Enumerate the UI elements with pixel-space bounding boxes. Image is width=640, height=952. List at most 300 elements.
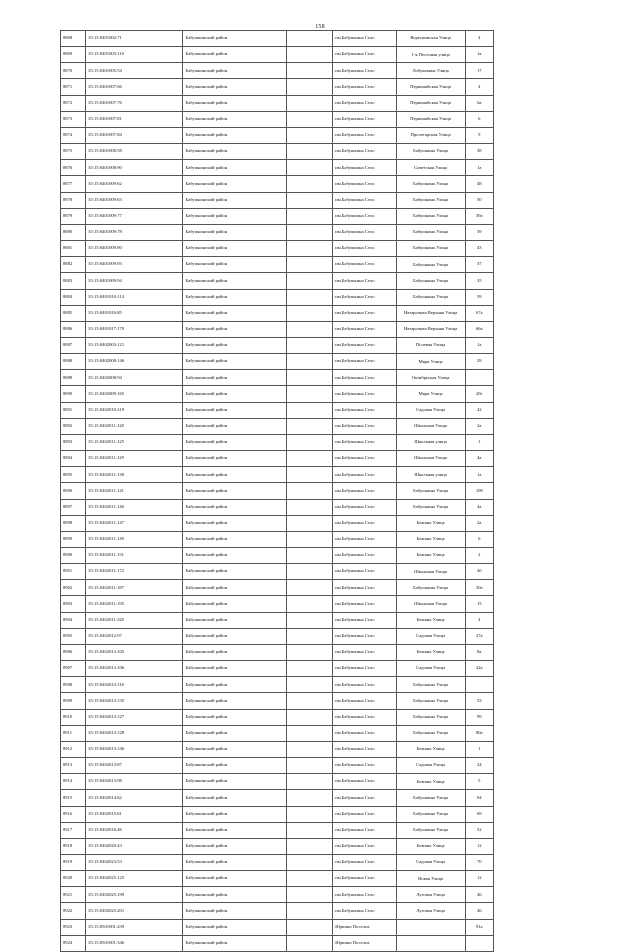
empty-cell (287, 580, 333, 596)
row-number-cell: 8894 (61, 451, 86, 467)
table-row (61, 192, 494, 208)
cadastral-number-cell: 35:15:0501001:439 (86, 919, 183, 935)
row-number-cell: 8917 (61, 822, 86, 838)
settlement-cell: им.Бабушкина Село (333, 531, 396, 547)
street-cell: Бабушкина Улица (396, 257, 465, 273)
table-row (61, 241, 494, 257)
table-row (61, 838, 494, 854)
district-cell: Бабушкинский район (183, 95, 287, 111)
district-cell: Бабушкинский район (183, 741, 287, 757)
settlement-cell: им.Бабушкина Село (333, 467, 396, 483)
cadastral-number-cell: 35:15:0402011:138 (86, 467, 183, 483)
cadastral-number-cell: 35:15:0402011:125 (86, 434, 183, 450)
cadastral-number-cell: 35:15:0402009:165 (86, 386, 183, 402)
settlement-cell: им.Бабушкина Село (333, 871, 396, 887)
row-number-cell: 8909 (61, 693, 86, 709)
empty-cell (287, 725, 333, 741)
row-number-cell: 8869 (61, 47, 86, 63)
cadastral-number-cell: 35:15:0401009:62 (86, 176, 183, 192)
settlement-cell: им.Бабушкина Село (333, 741, 396, 757)
street-cell: Школьная улица (396, 467, 465, 483)
street-cell: Бабушкина Улица (396, 499, 465, 515)
street-cell: 1-я Песочная улица (396, 47, 465, 63)
row-number-cell: 8920 (61, 871, 86, 887)
district-cell: Бабушкинский район (183, 919, 287, 935)
empty-cell (287, 515, 333, 531)
house-number-cell: 43 (465, 241, 493, 257)
settlement-cell: им.Бабушкина Село (333, 321, 396, 337)
street-cell: Школьная Улица (396, 596, 465, 612)
empty-cell (287, 418, 333, 434)
cadastral-number-cell: 35:15:0402016:46 (86, 822, 183, 838)
settlement-cell: им.Бабушкина Село (333, 806, 396, 822)
table-row (61, 483, 494, 499)
row-number-cell: 8876 (61, 160, 86, 176)
house-number-cell: 2 (465, 548, 493, 564)
district-cell: Бабушкинский район (183, 806, 287, 822)
street-cell: Мира Улица (396, 354, 465, 370)
district-cell: Бабушкинский район (183, 871, 287, 887)
house-number-cell: 29 (465, 354, 493, 370)
table-row (61, 741, 494, 757)
street-cell: Луговая Улица (396, 887, 465, 903)
empty-cell (287, 693, 333, 709)
house-number-cell: 70 (465, 854, 493, 870)
district-cell: Бабушкинский район (183, 434, 287, 450)
street-cell: Полевая Улица (396, 337, 465, 353)
house-number-cell: 1 (465, 434, 493, 450)
table-row (61, 822, 494, 838)
row-number-cell: 8888 (61, 354, 86, 370)
settlement-cell: им.Бабушкина Село (333, 111, 396, 127)
cadastral-number-cell: 35:15:0402013:135 (86, 693, 183, 709)
settlement-cell: им.Бабушкина Село (333, 176, 396, 192)
house-number-cell: 35 (465, 273, 493, 289)
empty-cell (287, 499, 333, 515)
row-number-cell: 8874 (61, 127, 86, 143)
empty-cell (287, 774, 333, 790)
street-cell (396, 919, 465, 935)
empty-cell (287, 127, 333, 143)
house-number-cell: 50 (465, 192, 493, 208)
cadastral-number-cell: 35:15:0401003:110 (86, 47, 183, 63)
district-cell: Бабушкинский район (183, 677, 287, 693)
street-cell: Садовая Улица (396, 628, 465, 644)
house-number-cell: 46 (465, 887, 493, 903)
table-row (61, 790, 494, 806)
empty-cell (287, 160, 333, 176)
cadastral-number-cell: 35:15:0402013:116 (86, 677, 183, 693)
district-cell: Бабушкинский район (183, 499, 287, 515)
table-row (61, 31, 494, 47)
cadastral-number-cell: 35:15:0401016:85 (86, 305, 183, 321)
register-table-body (61, 31, 494, 952)
settlement-cell: им.Бабушкина Село (333, 661, 396, 677)
empty-cell (287, 838, 333, 854)
row-number-cell: 8879 (61, 208, 86, 224)
street-cell: Бабушкина Улица (396, 144, 465, 160)
cadastral-number-cell: 35:15:0401007:84 (86, 127, 183, 143)
house-number-cell: 53 (465, 693, 493, 709)
settlement-cell: им.Бабушкина Село (333, 854, 396, 870)
table-row (61, 289, 494, 305)
settlement-cell: им.Бабушкина Село (333, 499, 396, 515)
house-number-cell: 1а (465, 160, 493, 176)
settlement-cell: им.Бабушкина Село (333, 305, 396, 321)
house-number-cell: 52 (465, 822, 493, 838)
cadastral-number-cell: 35:15:0401009:63 (86, 192, 183, 208)
house-number-cell: 4 (465, 79, 493, 95)
house-number-cell: 1а (465, 467, 493, 483)
empty-cell (287, 871, 333, 887)
house-number-cell: 69 (465, 806, 493, 822)
street-cell: Бабушкина Улица (396, 289, 465, 305)
district-cell: Бабушкинский район (183, 176, 287, 192)
house-number-cell: 17 (465, 63, 493, 79)
house-number-cell: 91а (465, 919, 493, 935)
cadastral-number-cell: 35:15:0402011:120 (86, 418, 183, 434)
empty-cell (287, 192, 333, 208)
house-number-cell: 42 (465, 402, 493, 418)
street-cell: Бежина Улица (396, 644, 465, 660)
house-number-cell: 27а (465, 628, 493, 644)
empty-cell (287, 612, 333, 628)
table-row (61, 580, 494, 596)
empty-cell (287, 111, 333, 127)
street-cell: Бабушкина Улица (396, 580, 465, 596)
house-number-cell: 8а (465, 644, 493, 660)
district-cell: Бабушкинский район (183, 370, 287, 386)
settlement-cell: им.Бабушкина Село (333, 241, 396, 257)
settlement-cell: им.Бабушкина Село (333, 515, 396, 531)
house-number-cell: 5 (465, 774, 493, 790)
row-number-cell: 8890 (61, 386, 86, 402)
street-cell: Бежина Улица (396, 741, 465, 757)
district-cell: Бабушкинский район (183, 208, 287, 224)
cadastral-number-cell: 35:15:0402011:141 (86, 483, 183, 499)
empty-cell (287, 644, 333, 660)
district-cell: Бабушкинский район (183, 531, 287, 547)
settlement-cell: им.Бабушкина Село (333, 47, 396, 63)
house-number-cell: 6 (465, 111, 493, 127)
settlement-cell: им.Бабушкина Село (333, 144, 396, 160)
house-number-cell: 2а (465, 515, 493, 531)
house-number-cell: 80а (465, 725, 493, 741)
table-row (61, 305, 494, 321)
street-cell: Бабушкина Улица (396, 176, 465, 192)
cadastral-number-cell: 35:15:0402014:62 (86, 790, 183, 806)
cadastral-number-cell: 35:15:0402008:94 (86, 370, 183, 386)
street-cell: Первомайская Улица (396, 111, 465, 127)
table-row (61, 693, 494, 709)
cadastral-number-cell: 35:15:0402025:201 (86, 903, 183, 919)
table-row (61, 47, 494, 63)
house-number-cell: 24 (465, 758, 493, 774)
street-cell: Бабушкина Улица (396, 693, 465, 709)
row-number-cell: 8922 (61, 903, 86, 919)
row-number-cell: 8910 (61, 709, 86, 725)
row-number-cell: 8923 (61, 919, 86, 935)
house-number-cell: 38 (465, 144, 493, 160)
empty-cell (287, 208, 333, 224)
row-number-cell: 8870 (61, 63, 86, 79)
cadastral-number-cell: 35:15:0402011:149 (86, 531, 183, 547)
empty-cell (287, 854, 333, 870)
district-cell: Бабушкинский район (183, 289, 287, 305)
house-number-cell: 4а (465, 451, 493, 467)
empty-cell (287, 95, 333, 111)
table-row (61, 806, 494, 822)
table-row (61, 434, 494, 450)
street-cell: Бабушкина Улица (396, 806, 465, 822)
district-cell: Бабушкинский район (183, 273, 287, 289)
table-row (61, 531, 494, 547)
settlement-cell: им.Бабушкина Село (333, 887, 396, 903)
table-row (61, 628, 494, 644)
empty-cell (287, 434, 333, 450)
street-cell: Школьная улица (396, 434, 465, 450)
table-row (61, 499, 494, 515)
row-number-cell: 8881 (61, 241, 86, 257)
district-cell: Бабушкинский район (183, 467, 287, 483)
table-row (61, 418, 494, 434)
district-cell: Бабушкинский район (183, 79, 287, 95)
settlement-cell: им.Бабушкина Село (333, 289, 396, 305)
settlement-cell: им.Бабушкина Село (333, 644, 396, 660)
table-row (61, 95, 494, 111)
table-row (61, 402, 494, 418)
street-cell: Школьная Улица (396, 564, 465, 580)
table-row (61, 725, 494, 741)
cadastral-number-cell: 35:15:0402013:106 (86, 661, 183, 677)
table-row (61, 273, 494, 289)
table-row (61, 596, 494, 612)
empty-cell (287, 451, 333, 467)
row-number-cell: 8911 (61, 725, 86, 741)
empty-cell (287, 224, 333, 240)
empty-cell (287, 677, 333, 693)
row-number-cell: 8898 (61, 515, 86, 531)
street-cell: Бабушкина Улица (396, 709, 465, 725)
street-cell: Бежина Улица (396, 612, 465, 628)
empty-cell (287, 144, 333, 160)
cadastral-number-cell: 35:15:0401007:76 (86, 95, 183, 111)
district-cell: Бабушкинский район (183, 693, 287, 709)
empty-cell (287, 709, 333, 725)
row-number-cell: 8904 (61, 612, 86, 628)
cadastral-number-cell: 35:15:0402010:219 (86, 402, 183, 418)
house-number-cell: 30а (465, 580, 493, 596)
cadastral-number-cell: 35:15:0402011:320 (86, 612, 183, 628)
cadastral-number-cell: 35:15:0402025:125 (86, 871, 183, 887)
row-number-cell: 8887 (61, 337, 86, 353)
cadastral-number-cell: 35:15:0402012:97 (86, 628, 183, 644)
district-cell: Бабушкинский район (183, 580, 287, 596)
row-number-cell: 8880 (61, 224, 86, 240)
cadastral-number-cell: 35:15:0401009:94 (86, 273, 183, 289)
district-cell: Бабушкинский район (183, 661, 287, 677)
cadastral-number-cell: 35:15:0402013:105 (86, 644, 183, 660)
street-cell: Мира Улица (396, 386, 465, 402)
house-number-cell: 4 (465, 31, 493, 47)
district-cell: Бабушкинский район (183, 854, 287, 870)
empty-cell (287, 919, 333, 935)
street-cell: Садовая Улица (396, 661, 465, 677)
cadastral-number-cell: 35:15:0401009:77 (86, 208, 183, 224)
district-cell: Бабушкинский район (183, 644, 287, 660)
table-row (61, 903, 494, 919)
row-number-cell: 8871 (61, 79, 86, 95)
table-row (61, 224, 494, 240)
table-row (61, 79, 494, 95)
district-cell: Бабушкинский район (183, 402, 287, 418)
table-row (61, 774, 494, 790)
street-cell: Садовая Улица (396, 758, 465, 774)
street-cell: Садовая Улица (396, 854, 465, 870)
district-cell: Бабушкинский район (183, 725, 287, 741)
settlement-cell: им.Бабушкина Село (333, 337, 396, 353)
cadastral-number-cell: 35:15:0402008:146 (86, 354, 183, 370)
empty-cell (287, 241, 333, 257)
district-cell: Бабушкинский район (183, 224, 287, 240)
table-row (61, 709, 494, 725)
table-row (61, 386, 494, 402)
table-row (61, 887, 494, 903)
table-row (61, 208, 494, 224)
street-cell: Назарочная Верхняя Улица (396, 321, 465, 337)
street-cell: Луговая Улица (396, 903, 465, 919)
empty-cell (287, 903, 333, 919)
settlement-cell: им.Бабушкина Село (333, 725, 396, 741)
empty-cell (287, 531, 333, 547)
empty-cell (287, 467, 333, 483)
settlement-cell: им.Бабушкина Село (333, 612, 396, 628)
row-number-cell: 8891 (61, 402, 86, 418)
street-cell: Первомайская Улица (396, 79, 465, 95)
street-cell: Бабушкина Улица (396, 241, 465, 257)
district-cell: Бабушкинский район (183, 337, 287, 353)
house-number-cell: 1а (465, 337, 493, 353)
house-number-cell: 1а (465, 47, 493, 63)
house-number-cell: 59 (465, 289, 493, 305)
empty-cell (287, 661, 333, 677)
empty-cell (287, 548, 333, 564)
street-cell: Бабушкина Улица (396, 677, 465, 693)
settlement-cell: им.Бабушкина Село (333, 758, 396, 774)
cadastral-number-cell: 35:15:0401010:114 (86, 289, 183, 305)
row-number-cell: 8913 (61, 758, 86, 774)
district-cell: Бабушкинский район (183, 596, 287, 612)
street-cell: Бежина Улица (396, 548, 465, 564)
district-cell: Бабушкинский район (183, 451, 287, 467)
district-cell: Бабушкинский район (183, 354, 287, 370)
settlement-cell: им.Бабушкина Село (333, 192, 396, 208)
district-cell: Бабушкинский район (183, 192, 287, 208)
settlement-cell: им.Бабушкина Село (333, 224, 396, 240)
settlement-cell: им.Бабушкина Село (333, 580, 396, 596)
table-row (61, 935, 494, 951)
cadastral-number-cell: 35:15:0402003:121 (86, 337, 183, 353)
cadastral-number-cell: 35:15:0402011:151 (86, 548, 183, 564)
table-row (61, 176, 494, 192)
table-row (61, 354, 494, 370)
row-number-cell: 8908 (61, 677, 86, 693)
settlement-cell: им.Бабушкина Село (333, 596, 396, 612)
house-number-cell: 9 (465, 127, 493, 143)
settlement-cell: Юркино Поселок (333, 935, 396, 951)
table-row (61, 467, 494, 483)
row-number-cell: 8877 (61, 176, 86, 192)
empty-cell (287, 257, 333, 273)
settlement-cell: им.Бабушкина Село (333, 370, 396, 386)
empty-cell (287, 63, 333, 79)
settlement-cell: им.Бабушкина Село (333, 709, 396, 725)
row-number-cell: 8885 (61, 305, 86, 321)
empty-cell (287, 402, 333, 418)
empty-cell (287, 289, 333, 305)
cadastral-number-cell: 35:15:0402013:127 (86, 709, 183, 725)
empty-cell (287, 47, 333, 63)
settlement-cell: им.Бабушкина Село (333, 257, 396, 273)
empty-cell (287, 370, 333, 386)
street-cell: Школьная Улица (396, 418, 465, 434)
district-cell: Бабушкинский район (183, 709, 287, 725)
settlement-cell: им.Бабушкина Село (333, 386, 396, 402)
cadastral-number-cell: 35:15:0402023:53 (86, 854, 183, 870)
cadastral-number-cell: 35:15:0402011:129 (86, 451, 183, 467)
street-cell: Назарочная Верхняя Улица (396, 305, 465, 321)
table-row (61, 854, 494, 870)
row-number-cell: 8924 (61, 935, 86, 951)
district-cell: Бабушкинский район (183, 144, 287, 160)
district-cell: Бабушкинский район (183, 160, 287, 176)
table-row (61, 160, 494, 176)
district-cell: Бабушкинский район (183, 111, 287, 127)
table-row (61, 677, 494, 693)
table-row (61, 644, 494, 660)
row-number-cell: 8899 (61, 531, 86, 547)
empty-cell (287, 564, 333, 580)
settlement-cell: им.Бабушкина Село (333, 434, 396, 450)
house-number-cell: 15 (465, 596, 493, 612)
row-number-cell: 8889 (61, 370, 86, 386)
cadastral-number-cell: 35:15:0402011:147 (86, 515, 183, 531)
house-number-cell: 6а (465, 95, 493, 111)
empty-cell (287, 483, 333, 499)
row-number-cell: 8886 (61, 321, 86, 337)
empty-cell (287, 935, 333, 951)
table-row (61, 144, 494, 160)
district-cell: Бабушкинский район (183, 31, 287, 47)
street-cell: Бабушкина Улица (396, 483, 465, 499)
register-table (60, 30, 494, 952)
cadastral-number-cell: 35:15:0401008:58 (86, 144, 183, 160)
row-number-cell: 8916 (61, 806, 86, 822)
row-number-cell: 8868 (61, 31, 86, 47)
district-cell: Бабушкинский район (183, 903, 287, 919)
page-number: 158 (315, 24, 325, 30)
district-cell: Бабушкинский район (183, 628, 287, 644)
empty-cell (287, 822, 333, 838)
row-number-cell: 8882 (61, 257, 86, 273)
settlement-cell: им.Бабушкина Село (333, 402, 396, 418)
empty-cell (287, 596, 333, 612)
settlement-cell: им.Бабушкина Село (333, 208, 396, 224)
settlement-cell: им.Бабушкина Село (333, 418, 396, 434)
street-cell: Бабушкина Улица (396, 273, 465, 289)
cadastral-number-cell: 35:15:0401007:81 (86, 111, 183, 127)
district-cell: Бабушкинский район (183, 564, 287, 580)
